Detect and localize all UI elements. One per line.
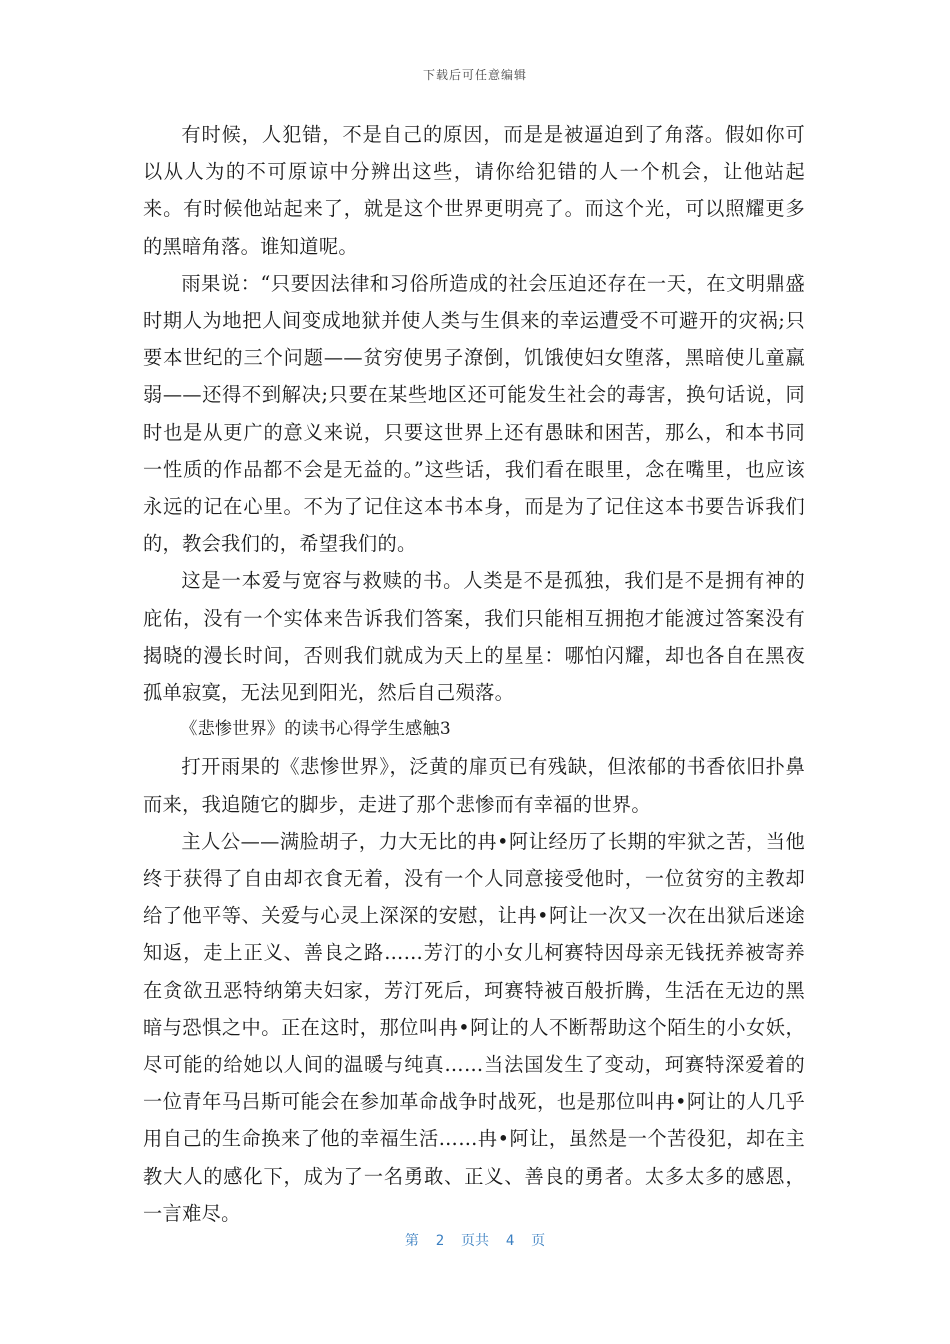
section-title: 《悲惨世界》的读书心得学生感触3 xyxy=(180,719,452,740)
document-body xyxy=(143,116,805,1232)
paragraph-1: 有时候，人犯错，不是自己的原因，而是是被逼迫到了角落。假如你可以从人为的不可原谅中分辨出这些，请你给犯错的人一个机会，让他站起来。有时候他站起来了，就是这个世界更明亮了。而这个光，可以照耀更多的黑暗角落。谁知道呢。 xyxy=(143,123,805,258)
paragraph-3: 这是一本爱与宽容与救赎的书。人类是不是孤独，我们是不是拥有神的庇佑，没有一个实体来告诉我们答案，我们只能相互拥抱才能渡过答案没有揭晓的漫长时间，否则我们就成为天上的星星：哪怕闪耀，却也各自在黑夜孤单寂寞，无法见到阳光，然后自己殒落。 xyxy=(143,569,805,705)
paragraph-5: 主人公——满脸胡子，力大无比的冉•阿让经历了长期的牢狱之苦，当他终于获得了自由却衣食无着，没有一个人同意接受他时，一位贫穷的主教却给了他平等、关爱与心灵上深深的安慰，让冉•阿让一次又一次在出狱后迷途知返，走上正义、善良之路……芳汀的小女儿柯赛特因母亲无钱抚养被寄养在贪欲丑恶特纳第夫妇家，芳汀死后，珂赛特被百般折腾，生活在无边的黑暗与恐惧之中。正在这时，那位叫冉•阿让的人不断帮助这个陌生的小女妖，尽可能的给她以人间的温暖与纯真……当法国发生了变动，珂赛特深爱着的一位青年马吕斯可能会在参加革命战争时战死，也是那位叫冉•阿让的人几乎用自己的生命换来了他的幸福生活……冉•阿让，虽然是一个苦役犯，却在主教大人的感化下，成为了一名勇敢、正义、善良的勇者。太多太多的感恩，一言难尽。 xyxy=(143,829,805,1225)
page-header-note: 下载后可任意编辑 xyxy=(422,68,527,82)
paragraph-4: 打开雨果的《悲惨世界》，泛黄的扉页已有残缺，但浓郁的书香依旧扑鼻而来，我追随它的脚步，走进了那个悲惨而有幸福的世界。 xyxy=(143,755,805,816)
page-number-footer: 第 2 页共 4 页 xyxy=(404,1233,546,1249)
paragraph-2: 雨果说：“只要因法律和习俗所造成的社会压迫还存在一天，在文明鼎盛时期人为地把人间变成地狱并使人类与生俱来的幸运遭受不可避开的灾祸;只要本世纪的三个问题——贫穷使男子潦倒，饥饿使妇女堕落，黑暗使儿童羸弱——还得不到解决;只要在某些地区还可能发生社会的毒害，换句话说，同时也是从更广的意义来说，只要这世界上还有愚昧和困苦，那么，和本书同一性质的作品都不会是无益的。”这些话，我们看在眼里，念在嘴里，也应该永远的记在心里。不为了记住这本书本身，而是为了记住这本书要告诉我们的，教会我们的，希望我们的。 xyxy=(143,271,805,556)
